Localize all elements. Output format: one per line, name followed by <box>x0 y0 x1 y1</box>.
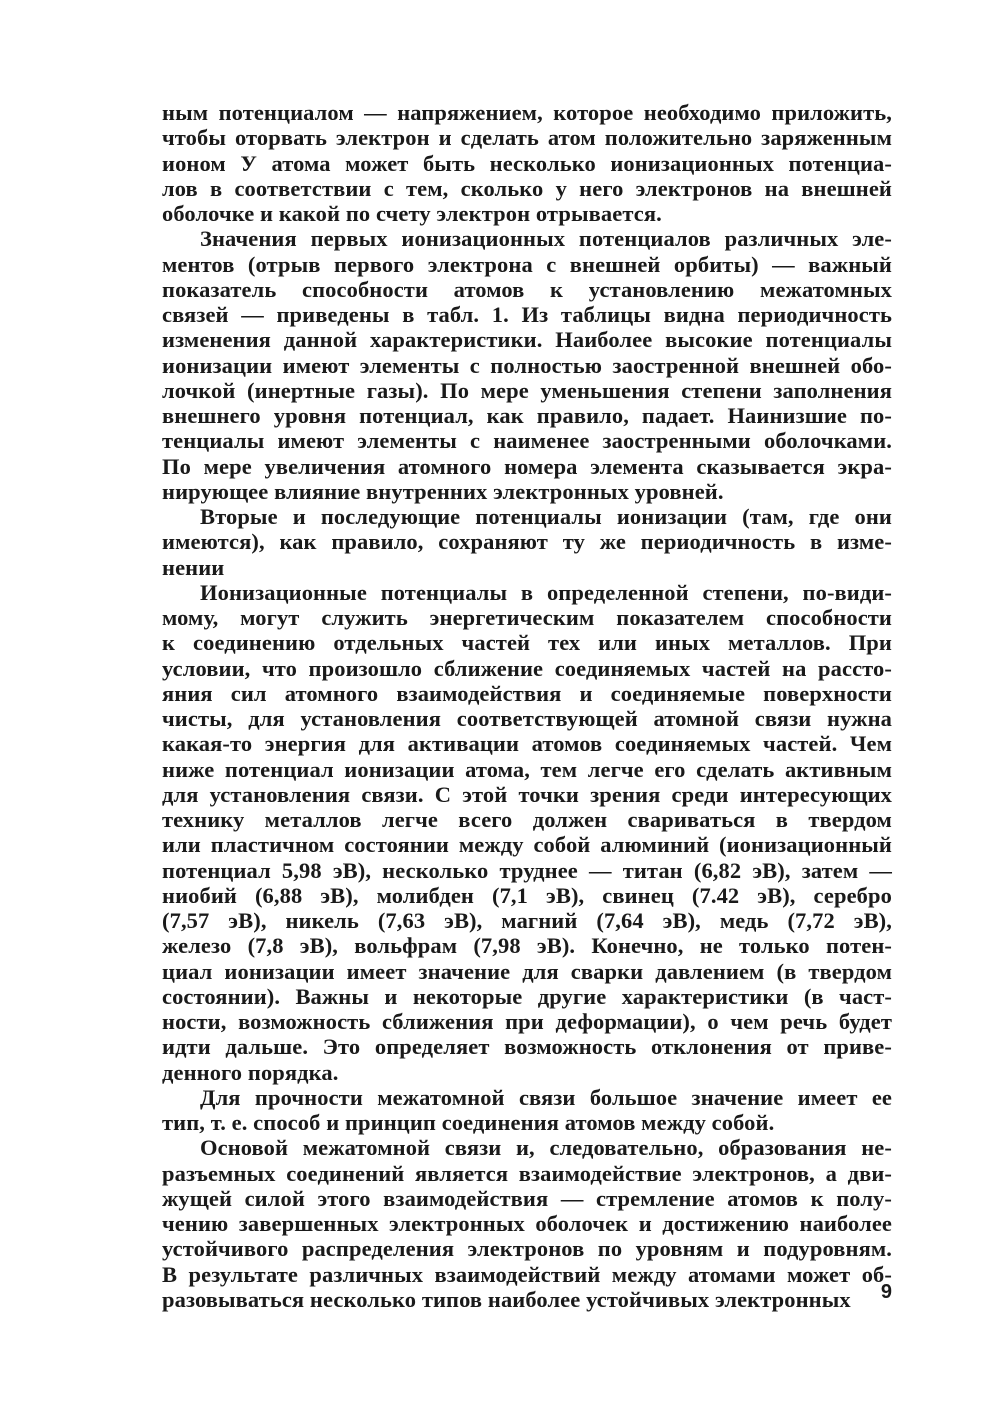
paragraph <box>162 504 892 580</box>
text-line: Ионизационные потенциалы в определенной степени, по-види- <box>200 579 892 605</box>
text-line: ионизации имеют элементы с полностью заостренной внешней обо- <box>162 352 892 378</box>
text-line: какая-то энергия для активации атомов соединяемых частей. Чем <box>162 731 892 757</box>
text-line: ионом У атома может быть несколько ионизационных потенциа- <box>162 150 892 176</box>
text-line: В результате различных взаимодействий между атомами может об- <box>162 1261 892 1287</box>
text-line: денного порядка. <box>162 1059 339 1085</box>
text-line: или пластичном состоянии между собой алюминий (ионизационный <box>162 832 892 858</box>
text-line: условии, что произошло сближение соединяемых частей на рассто- <box>162 655 892 681</box>
text-line: жущей силой этого взаимодействия — стремление атомов к полу- <box>162 1185 892 1211</box>
text-line: тенциалы имеют элементы с наименее заостренными оболочками. <box>162 428 892 454</box>
text-line: тип, т. е. способ и принцип соединения атомов между собой. <box>162 1110 775 1135</box>
text-line: состоянии). Важны и некоторые другие характеристики (в част- <box>162 983 892 1009</box>
text-line: чению завершенных электронных оболочек и достижению наиболее <box>162 1211 892 1236</box>
text-line: Вторые и последующие потенциалы ионизации (там, где они <box>200 504 892 529</box>
text-line: ниобий (6,88 эВ), молибден (7,1 эВ), свинец (7.42 эВ), серебро <box>162 882 892 908</box>
text-line: устойчивого распределения электронов по уровням и подуровням. <box>162 1236 892 1262</box>
paragraph <box>162 100 892 226</box>
body-text <box>162 100 892 1312</box>
text-line: нирующее влияние внутренних электронных уровней. <box>162 478 724 504</box>
text-line: ниже потенциал ионизации атома, тем легче его сделать активным <box>162 756 892 782</box>
text-line: лочкой (инертные газы). По мере уменьшения степени заполнения <box>162 377 892 403</box>
text-line: связей — приведены в табл. 1. Из таблицы видна периодичность <box>162 302 892 327</box>
text-line: Значения первых ионизационных потенциалов различных эле- <box>200 226 892 252</box>
text-line: циал ионизации имеет значение для сварки давлением (в твердом <box>162 958 892 984</box>
text-line: для установления связи. С этой точки зрения среди интересующих <box>162 781 892 807</box>
text-line: мому, могут служить энергетическим показателем способности <box>162 605 892 630</box>
text-line: разъемных соединений является взаимодействие электронов, а дви- <box>162 1160 892 1186</box>
paragraph <box>162 1135 892 1312</box>
text-line: чисты, для установления соответствующей атомной связи нужна <box>162 706 892 731</box>
text-line: ным потенциалом — напряжением, которое необходимо приложить, <box>162 100 892 125</box>
text-line: идти дальше. Это определяет возможность отклонения от приве- <box>162 1034 892 1060</box>
text-line: яния сил атомного взаимодействия и соединяемые поверхности <box>162 680 892 706</box>
text-line: нении <box>162 554 225 580</box>
text-line: (7,57 эВ), никель (7,63 эВ), магний (7,64 эВ), медь (7,72 эВ), <box>162 908 892 933</box>
text-line: внешнего уровня потенциал, как правило, падает. Наинизшие по- <box>162 403 892 428</box>
text-line: разовываться несколько типов наиболее устойчивых электронных <box>162 1286 851 1312</box>
text-line: Основой межатомной связи и, следовательно, образования не- <box>200 1135 892 1161</box>
text-line: оболочке и какой по счету электрон отрывается. <box>162 201 662 226</box>
text-line: Для прочности межатомной связи большое значение имеет ее <box>200 1084 892 1110</box>
text-line: лов в соответствии с тем, сколько у него электронов на внешней <box>162 175 892 201</box>
text-line: По мере увеличения атомного номера элемента сказывается экра- <box>162 453 892 479</box>
text-line: ментов (отрыв первого электрона с внешней орбиты) — важный <box>162 251 892 277</box>
text-line: потенциал 5,98 эВ), несколько труднее — титан (6,82 эВ), затем — <box>162 857 892 883</box>
text-line: имеются), как правило, сохраняют ту же периодичность в изме- <box>162 529 892 555</box>
text-line: ности, возможность сближения при деформации), о чем речь будет <box>162 1009 892 1034</box>
text-line: показатель способности атомов к установлению межатомных <box>162 276 892 302</box>
text-line: изменения данной характеристики. Наиболее высокие потенциалы <box>162 327 892 353</box>
page-number: 9 <box>880 1281 892 1303</box>
paragraph <box>162 226 892 504</box>
paragraph <box>162 580 892 1085</box>
paragraph <box>162 1085 892 1136</box>
text-line: чтобы оторвать электрон и сделать атом положительно заряженным <box>162 125 892 151</box>
text-line: к соединению отдельных частей тех или иных металлов. При <box>162 630 892 656</box>
text-line: железо (7,8 эВ), вольфрам (7,98 эВ). Конечно, не только потен- <box>162 933 892 959</box>
text-line: технику металлов легче всего должен свариваться в твердом <box>162 807 892 832</box>
